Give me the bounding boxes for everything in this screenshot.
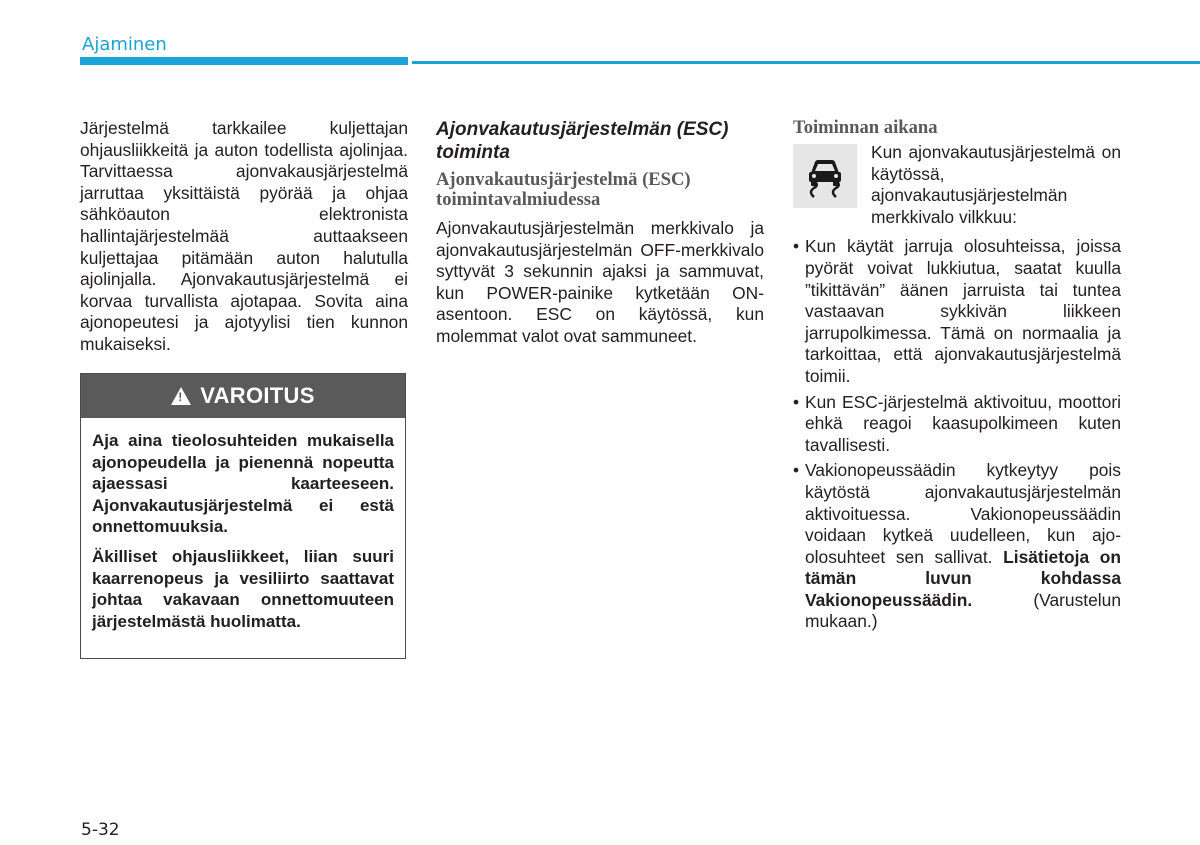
warning-paragraph: Äkilliset ohjausliikkeet, liian suuri kaarrenopeus ja vesiliirto saattavat johtaa vakavaan onnettomuuteen järjestelmästä huolimatta. <box>92 546 394 631</box>
header-rule-thin <box>412 61 1200 64</box>
list-item: • Kun käytät jarruja olosuhteissa, joissa pyörät voivat lukkiutua, saatat kuulla ”tikittävän” äänen jarruista tai tuntea vastaavan sykkivän liikkeen jarrupolkimessa. Tämä on normaalia ja tarkoittaa, että ajonvakautusjärjestelmä toimii. <box>793 236 1121 386</box>
section-title: Ajaminen <box>82 34 167 55</box>
esc-subheading: Ajonvakautusjärjestelmä (ESC) toimintavalmiudessa <box>436 169 691 210</box>
operation-heading: Toiminnan aikana <box>793 117 938 138</box>
warning-body <box>81 418 405 632</box>
intro-paragraph: Järjestelmä tarkkailee kuljettajan ohjausliikkeitä ja auton todellista ajolinjaa. Tarvittaessa ajonvakausjärjestelmä jarruttaa yksittäistä pyörää ja ohjaa sähköauton elektronista hallintajärjestelmää auttaakseen kuljettajaa pitämään auton halutulla ajolinjalla. Ajonvakautusjärjestelmä ei korvaa turvallista ajotapaa. Sovita aina ajonopeutesi ja ajotyylisi tien kunnon mukaiseksi. <box>80 118 408 354</box>
column-left <box>80 118 408 356</box>
warning-header <box>81 374 405 418</box>
indicator-description: Kun ajonvakautusjärjestelmä on käytössä, ajonvakautusjärjestelmän merkkivalo vilkkuu: <box>871 142 1121 227</box>
esc-heading: Ajonvakautusjärjestelmän (ESC) toiminta <box>436 119 729 163</box>
operation-list <box>793 236 1121 633</box>
indicator-row <box>793 142 1121 228</box>
column-middle <box>436 118 764 348</box>
esc-skid-car-icon <box>793 144 857 208</box>
column-right <box>793 118 1121 637</box>
warning-title: VAROITUS <box>200 383 315 408</box>
header-rule-thick <box>80 57 408 65</box>
warning-triangle-icon: ! <box>171 387 191 405</box>
warning-box <box>80 373 406 659</box>
list-item: • Kun ESC-järjestelmä aktivoituu, moottori ehkä reagoi kaasupolkimeen kuten tavallisesti. <box>793 391 1121 455</box>
list-item: • Vakionopeussäädin kytkeytyy pois käytöstä ajonvakautusjärjestelmän aktivoituessa. Vakionopeussäädin voidaan kytkeä uudelleen, kun ajo-olosuhteet sen sallivat. Lisätietoja on tämän luvun kohdassa Vakionopeussäädin. (Varustelun mukaan.) <box>793 460 1121 632</box>
equipment-note: (Varustelun mukaan.) <box>805 589 1121 632</box>
esc-paragraph: Ajonvakautusjärjestelmän merkkivalo ja ajonvakautusjärjestelmän OFF-merkkivalo syttyvät 3 sekunnin ajaksi ja sammuvat, kun POWER-painike kytketään ON-asentoon. ESC on käytössä, kun molemmat valot ovat sammuneet. <box>436 218 764 346</box>
warning-paragraph: Aja aina tieolosuhteiden mukaisella ajonopeudella ja pienennä nopeutta ajaessasi kaarteeseen. Ajonvakautusjärjestelmä ei estä onnettomuuksia. <box>92 431 394 537</box>
reference-bold: Lisätietoja on tämän luvun kohdassa Vakionopeussäädin. <box>805 546 1121 610</box>
page-number: 5-32 <box>81 820 120 840</box>
